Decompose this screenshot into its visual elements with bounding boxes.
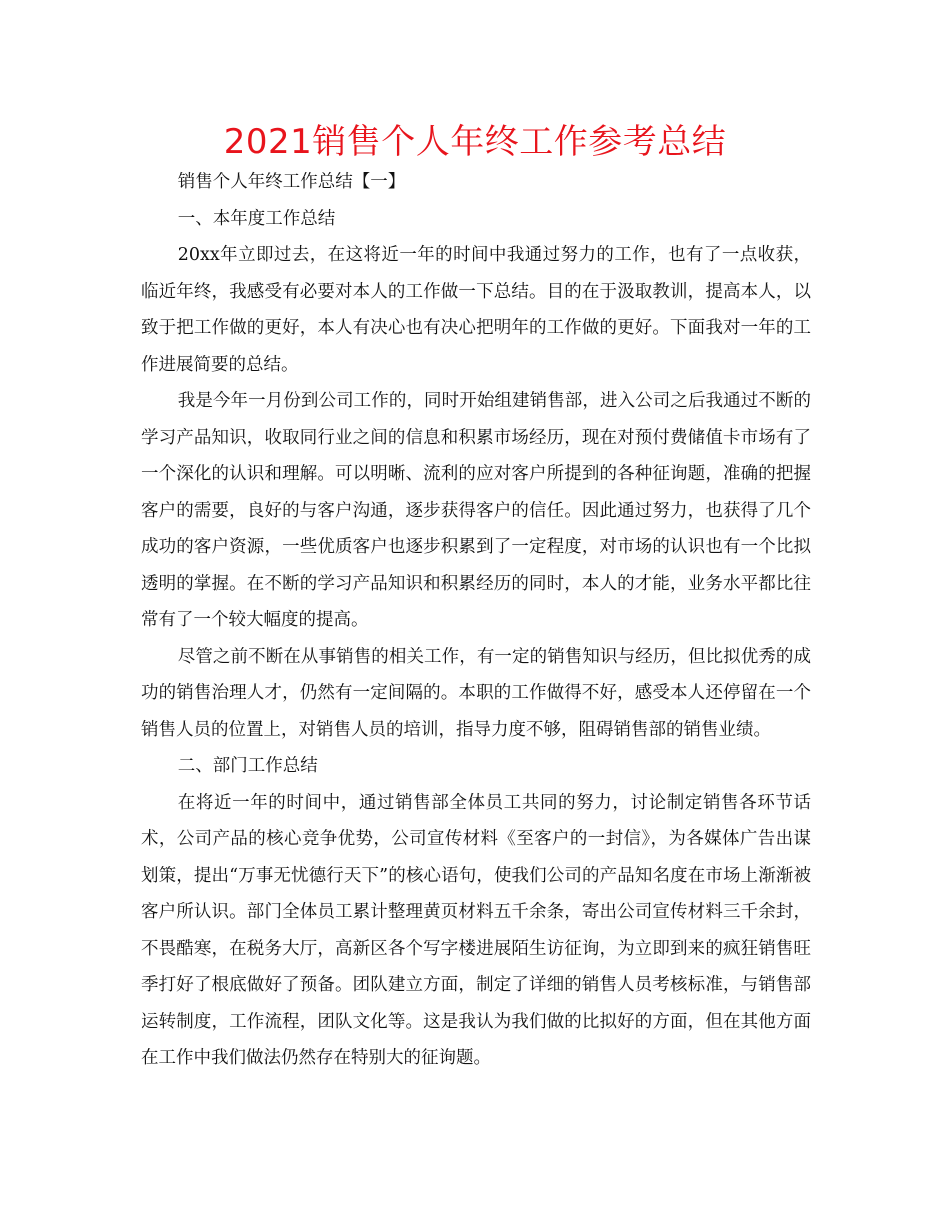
document-body [141, 164, 811, 1077]
section-heading: 销售个人年终工作总结【一】 [177, 172, 406, 192]
document-title: 2021销售个人年终工作参考总结 [223, 122, 727, 162]
paragraph: 尽管之前不断在从事销售的相关工作，有一定的销售知识与经历，但比拟优秀的成功的销售治理人才，仍然有一定间隔的。本职的工作做得不好，感受本人还停留在一个销售人员的位置上，对销售人员的培训，指导力度不够，阻碍销售部的销售业绩。 [141, 646, 811, 740]
subsection-heading: 二、部门工作总结 [177, 756, 318, 776]
paragraph: 在将近一年的时间中，通过销售部全体员工共同的努力，讨论制定销售各环节话术，公司产品的核心竞争优势，公司宣传材料《至客户的一封信》，为各媒体广告出谋划策，提出“万事无忧德行天下”的核心语句，使我们公司的产品知名度在市场上渐渐被客户所认识。部门全体员工累计整理黄页材料五千余条，寄出公司宣传材料三千余封，不畏酷寒，在税务大厅，高新区各个写字楼进展陌生访征询，为立即到来的疯狂销售旺季打好了根底做好了预备。团队建立方面，制定了详细的销售人员考核标准，与销售部运转制度，工作流程，团队文化等。这是我认为我们做的比拟好的方面，但在其他方面在工作中我们做法仍然存在特别大的征询题。 [141, 792, 811, 1068]
paragraph: 我是今年一月份到公司工作的，同时开始组建销售部，进入公司之后我通过不断的学习产品知识，收取同行业之间的信息和积累市场经历，现在对预付费储值卡市场有了一个深化的认识和理解。可以明晰、流利的应对客户所提到的各种征询题，准确的把握客户的需要，良好的与客户沟通，逐步获得客户的信任。因此通过努力，也获得了几个成功的客户资源，一些优质客户也逐步积累到了一定程度，对市场的认识也有一个比拟透明的掌握。在不断的学习产品知识和积累经历的同时，本人的才能，业务水平都比往常有了一个较大幅度的提高。 [141, 391, 811, 630]
subsection-heading: 一、本年度工作总结 [177, 208, 336, 229]
paragraph: 20xx年立即过去，在这将近一年的时间中我通过努力的工作，也有了一点收获，临近年终，我感受有必要对本人的工作做一下总结。目的在于汲取教训，提高本人，以致于把工作做的更好，本人有决心也有决心把明年的工作做的更好。下面我对一年的工作进展简要的总结。 [141, 245, 811, 375]
